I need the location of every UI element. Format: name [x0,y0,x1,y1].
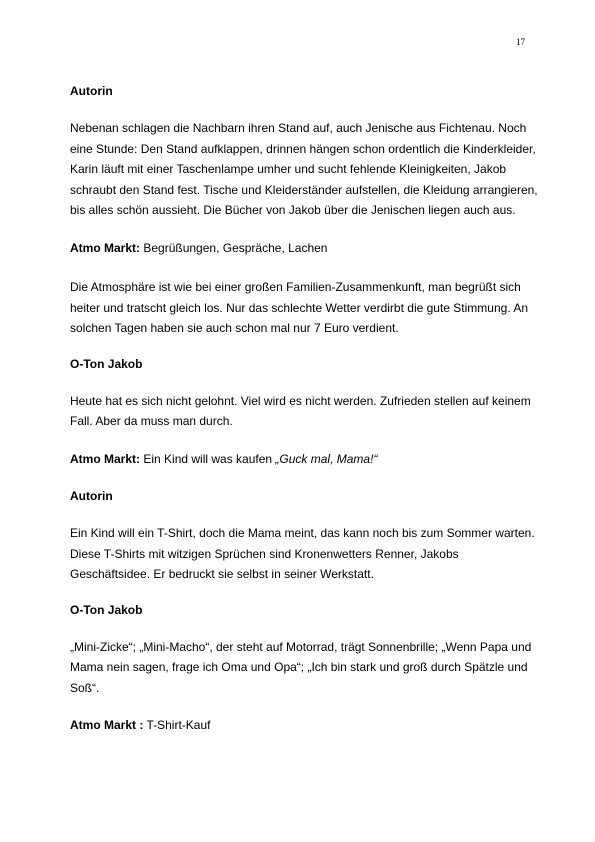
speaker-heading: O-Ton Jakob [70,356,143,371]
atmo-text: Begrüßungen, Gespräche, Lachen [140,240,328,255]
atmo-label: Atmo Markt: [70,451,141,466]
atmo-label: Atmo Markt: [70,240,141,255]
atmo-text: Ein Kind will was kaufen [140,451,276,466]
narration-paragraph: Ein Kind will ein T-Shirt, doch die Mama meint, das kann noch bis zum Sommer warten. Diese T-Shirts mit witzigen Sprüchen sind Kronenwetters Renner, Jakobs Geschäftsidee. Er bedruckt sie selbst in seiner Werkstatt. [70,526,535,581]
speaker-heading: Autorin [70,84,113,98]
atmo-text: T-Shirt-Kauf [143,718,211,732]
narration-paragraph: Die Atmosphäre ist wie bei einer großen Familien-Zusammenkunft, man begrüßt sich heiter und tratscht gleich los. Nur das schlechte Wetter verdirbt die gute Stimmung. An solchen Tagen haben sie auch schon mal nur 7 Euro verdient. [70,280,529,335]
quote-paragraph: „Mini-Zicke“; „Mini-Macho“, der steht auf Motorrad, trägt Sonnenbrille; „Wenn Papa und Mama nein sagen, frage ich Oma und Opa“; „Ich bin stark und groß durch Spätzle und Soß“. [70,639,532,695]
atmo-label: Atmo Markt : [70,718,144,732]
atmo-cue [70,449,540,470]
quote-paragraph: Heute hat es sich nicht gelohnt. Viel wird es nicht werden. Zufrieden stellen auf keinem Fall. Aber da muss man durch. [70,393,531,428]
speaker-heading: Autorin [70,489,113,503]
narration-paragraph: Nebenan schlagen die Nachbarn ihren Stand auf, auch Jenische aus Fichtenau. Noch eine Stunde: Den Stand aufklappen, drinnen hängen schon ordentlich die Kinderkleider, Karin läuft mit einer Taschenlampe umher und sucht fehlende Kleinigkeiten, Jakob schraubt den Stand fest. Tische und Kleiderständer aufstellen, die Kleidung arrangieren, bis alles schön aussieht. Die Bücher von Jakob über die Jenischen liegen auch aus. [70,121,538,217]
speaker-heading: O-Ton Jakob [70,602,143,617]
atmo-cue [70,238,540,259]
atmo-quote: „Guck mal, Mama!“ [275,451,378,466]
script-content [70,83,540,755]
atmo-cue [70,715,540,736]
page-number: 17 [516,37,525,47]
